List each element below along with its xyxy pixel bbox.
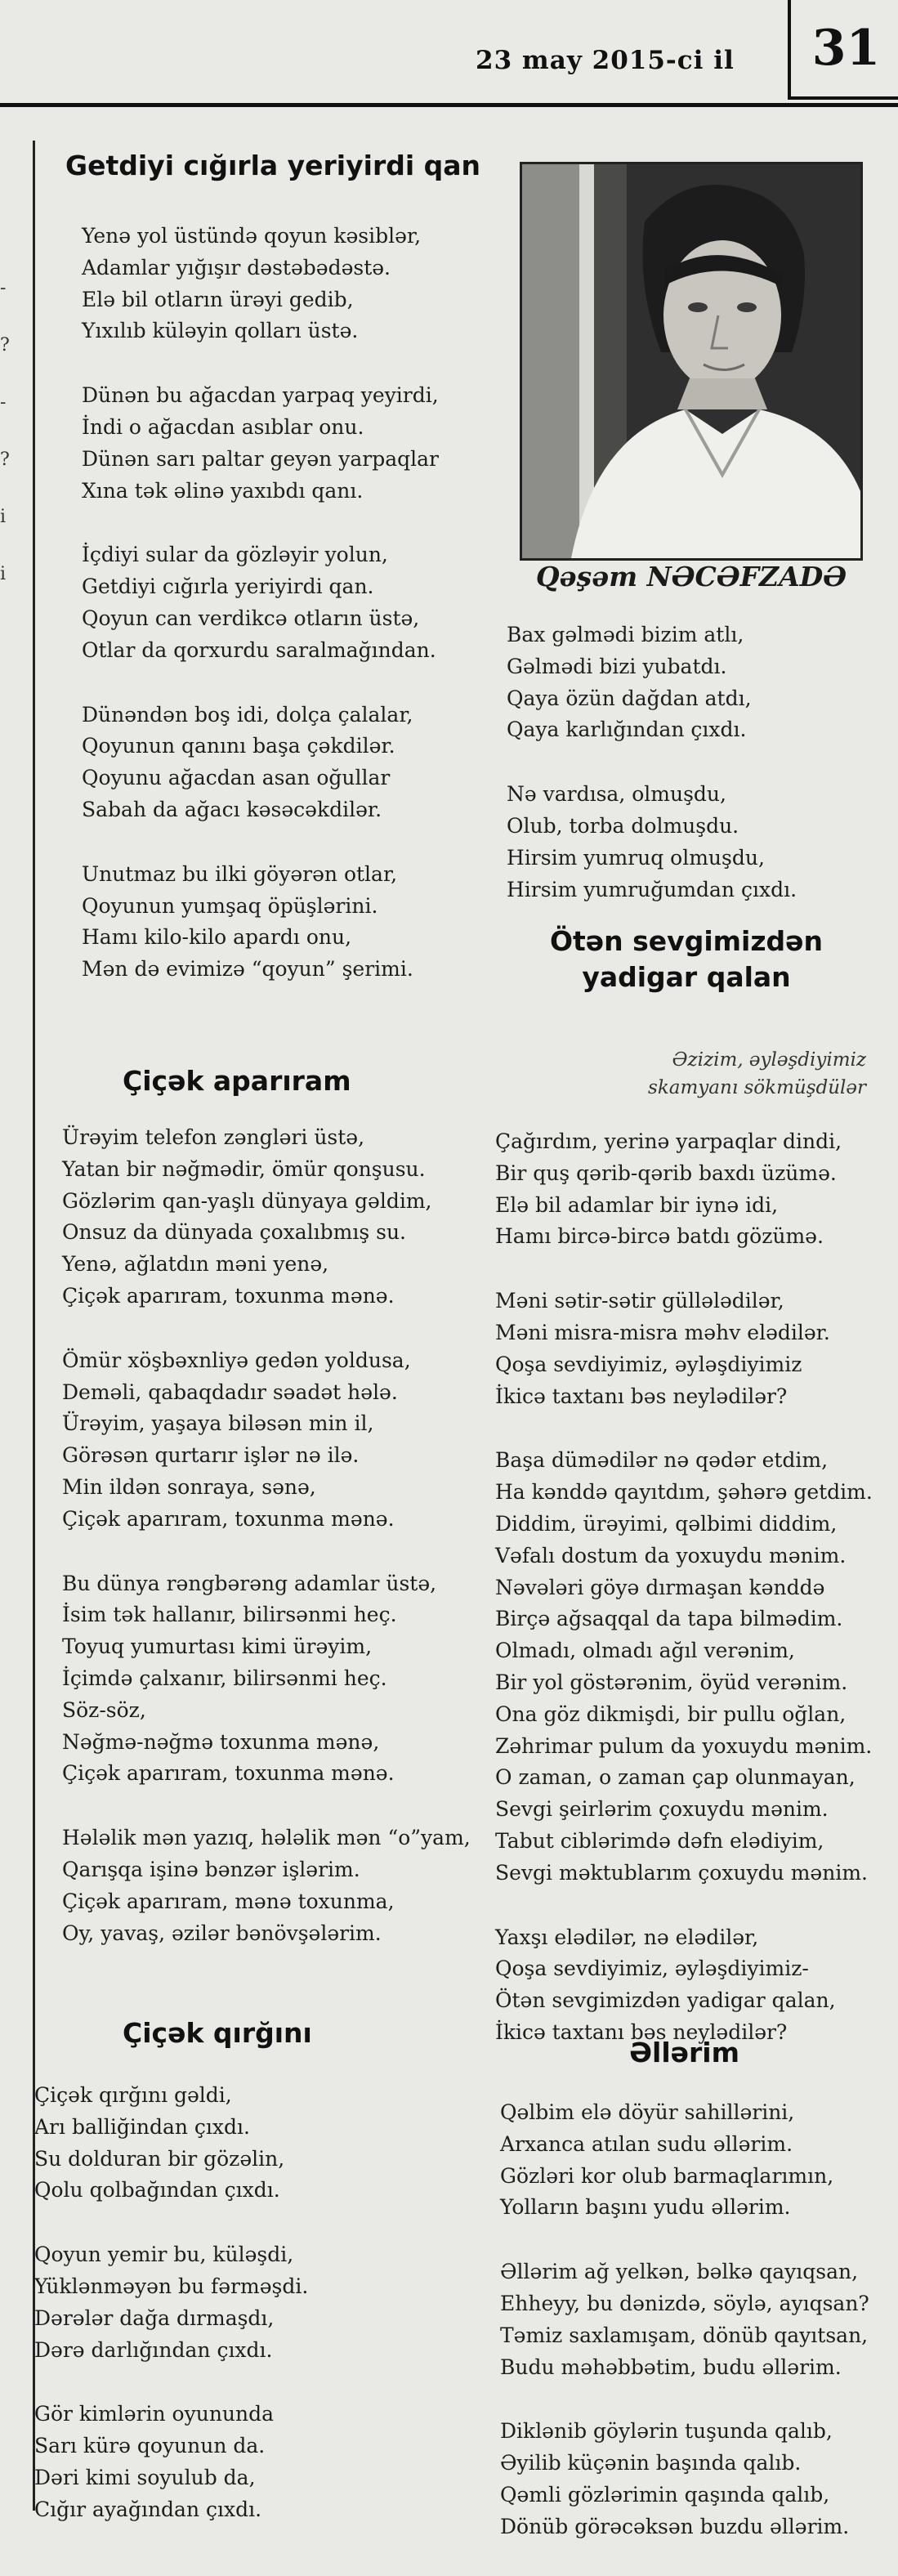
poem-line: Hamı bircə-bircə batdı gözümə. bbox=[495, 1224, 824, 1249]
poem-line: Hirsim yumruq olmuşdu, bbox=[507, 845, 765, 870]
poem-line: Su dolduran bir gözəlin, bbox=[34, 2146, 285, 2171]
poem-line: Söz-söz, bbox=[62, 1697, 146, 1722]
poem-line: Onsuz da dünyada çoxalıbmış su. bbox=[62, 1220, 406, 1245]
poem-line: Dünəndən boş idi, dolça çalalar, bbox=[82, 702, 413, 727]
poem-dedication bbox=[572, 1046, 866, 1102]
margin-mark: i bbox=[0, 507, 7, 527]
poem-line: Qarışqa işinə bənzər işlərim. bbox=[62, 1857, 360, 1881]
poem-line: Qoyunun qanını başa çəkdilər. bbox=[82, 734, 395, 758]
poem-line: Ötən sevgimizdən yadigar qalan, bbox=[495, 1988, 836, 2013]
poem-line: Çiçək aparıram, mənə toxunma, bbox=[62, 1889, 395, 1913]
poem-line: Dünən bu ağacdan yarpaq yeyirdi, bbox=[82, 383, 439, 408]
stanza bbox=[82, 539, 439, 666]
poem-title-ellerim: Əllərim bbox=[629, 2037, 739, 2068]
poem-line: Sevgi məktublarım çoxuydu mənim. bbox=[495, 1860, 868, 1885]
poem-line: Nə vardısa, olmuşdu, bbox=[507, 782, 726, 807]
poem-line: İndi o ağacdan asıblar onu. bbox=[82, 414, 364, 439]
stanza bbox=[507, 779, 797, 906]
poem-line: Qoyunun yumşaq öpüşlərini. bbox=[82, 893, 378, 918]
margin-mark: ? bbox=[0, 449, 10, 470]
author-portrait bbox=[520, 162, 863, 561]
stanza bbox=[495, 1286, 873, 1412]
poem-line: Gözlərim qan-yaşlı dünyaya gəldim, bbox=[62, 1188, 432, 1213]
stanza bbox=[82, 700, 439, 826]
poem-line: Çiçək aparıram, toxunma mənə. bbox=[62, 1283, 395, 1308]
poem-line: Qaya karlığından çıxdı. bbox=[507, 718, 747, 742]
poem-line: Məni sətir-sətir güllələdilər, bbox=[495, 1289, 784, 1313]
poem-line: Dərə darlığından çıxdı. bbox=[34, 2337, 273, 2362]
poem-line: Qoşa sevdiyimiz, əyləşdiyimiz bbox=[495, 1352, 802, 1376]
poem-line: Qolu qolbağından çıxdı. bbox=[34, 2178, 280, 2203]
stanza bbox=[62, 1568, 471, 1791]
poem-line: Qoyun can verdikcə otların üstə, bbox=[82, 606, 420, 630]
poem-line: Adamlar yığışır dəstəbədəstə. bbox=[82, 255, 391, 280]
author-name: Qəşəm NƏCƏFZADƏ bbox=[535, 561, 847, 593]
poem-line: Sarı kürə qoyunun da. bbox=[34, 2434, 266, 2458]
poem-line: Sevgi şeirlərim çoxuydu mənim. bbox=[495, 1797, 829, 1822]
margin-mark: - bbox=[0, 392, 7, 413]
poem-line: Yatan bir nəğmədir, ömür qonşusu. bbox=[62, 1156, 426, 1181]
stanza bbox=[34, 2080, 308, 2207]
poem-line: Ürəyim, yaşaya biləsən min il, bbox=[62, 1411, 374, 1436]
stanza bbox=[495, 1445, 873, 1889]
poem-line: Olmadı, olmadı ağıl verənim, bbox=[495, 1639, 795, 1663]
poem-line: Ona göz dikmişdi, bir pullu oğlan, bbox=[495, 1702, 847, 1726]
poem-line: Çiçək qırğını gəldi, bbox=[34, 2083, 232, 2107]
poem-line: Otlar da qorxurdu saralmağından. bbox=[82, 637, 436, 662]
stanza bbox=[82, 380, 439, 507]
poem-line: Yaxşı elədilər, nə elədilər, bbox=[495, 1925, 759, 1949]
poem-line: Əllərim ağ yelkən, bəlkə qayıqsan, bbox=[500, 2260, 859, 2284]
poem-line: İkicə taxtanı bəs neylədilər? bbox=[495, 1384, 788, 1408]
poem-line: Qəlbim elə döyür sahillərini, bbox=[500, 2100, 795, 2124]
poem-line: Yolların başını yudu əllərim. bbox=[500, 2195, 791, 2220]
poem-line: Dəri kimi soyulub da, bbox=[34, 2465, 256, 2489]
poem-line: Unutmaz bu ilki göyərən otlar, bbox=[82, 861, 398, 886]
poem-line: İçimdə çalxanır, bilirsənmi heç. bbox=[62, 1666, 387, 1690]
poem-line: Arı balliğindan çıxdı. bbox=[34, 2114, 250, 2139]
stanza bbox=[507, 619, 797, 746]
poem-line: Diddim, ürəyimi, qəlbimi diddim, bbox=[495, 1511, 838, 1536]
poem-title-oten-sevgimizden bbox=[490, 924, 882, 995]
poem-line: Getdiyi cığırla yeriyirdi qan. bbox=[82, 575, 374, 599]
poem-line: Tabut ciblərimdə dəfn elədiyim, bbox=[495, 1828, 824, 1853]
poem-title-line: yadigar qalan bbox=[582, 961, 791, 993]
dedication-line: Əzizim, əyləşdiyimiz bbox=[672, 1049, 866, 1071]
poem-line: Başa dümədilər nə qədər etdim, bbox=[495, 1448, 829, 1473]
poem-line: Hələlik mən yazıq, hələlik mən “o”yam, bbox=[62, 1826, 471, 1850]
poem-line: Oy, yavaş, əzilər bənövşələrim. bbox=[62, 1921, 382, 1945]
margin-mark: - bbox=[0, 278, 7, 298]
poem-line: Dərələr dağa dırmaşdı, bbox=[34, 2305, 275, 2330]
poem-title-cicek-qirgini: Çiçək qırğını bbox=[123, 2017, 312, 2049]
poem-line: Yenə yol üstündə qoyun kəsiblər, bbox=[82, 224, 422, 248]
poem-line: Bu dünya rəngbərəng adamlar üstə, bbox=[62, 1571, 437, 1595]
header-divider bbox=[0, 103, 898, 107]
poem-line: Nəvələri göyə dırmaşan kənddə bbox=[495, 1575, 825, 1599]
poem-title-getdiyi: Getdiyi cığırla yeriyirdi qan bbox=[65, 150, 481, 181]
poem-line: Ömür xöşbəxnliyə gedən yoldusa, bbox=[62, 1348, 411, 1372]
poem-line: Hirsim yumruğumdan çıxdı. bbox=[507, 877, 797, 901]
stanza bbox=[495, 1126, 873, 1253]
poem-line: Ürəyim telefon zəngləri üstə, bbox=[62, 1125, 365, 1149]
stanza bbox=[62, 1122, 471, 1313]
margin-mark: ? bbox=[0, 335, 10, 356]
stanza bbox=[500, 2416, 869, 2542]
poem-line: Ehheyy, bu dənizdə, söylə, ayıqsan? bbox=[500, 2291, 869, 2315]
poem-line: Qoşa sevdiyimiz, əyləşdiyimiz- bbox=[495, 1957, 809, 1981]
stanza bbox=[500, 2256, 869, 2383]
poem-line: Əyilib küçənin başında qalıb. bbox=[500, 2451, 802, 2475]
poem-cicek-qirgini bbox=[34, 2080, 308, 2559]
poem-line: İsim tək hallanır, bilirsənmi heç. bbox=[62, 1603, 397, 1627]
poem-line: Elə bil otların ürəyi gedib, bbox=[82, 287, 354, 311]
poem-line: İkicə taxtanı bəs neylədilər? bbox=[495, 2019, 788, 2044]
poem-line: Görəsən qurtarır işlər nə ilə. bbox=[62, 1443, 360, 1468]
poem-line: Budu məhəbbətim, budu əllərim. bbox=[500, 2355, 842, 2379]
poem-line: Qəmli gözlərimin qaşında qalıb, bbox=[500, 2482, 830, 2507]
poem-getdiyi bbox=[82, 221, 439, 1018]
poem-line: Bax gəlmədi bizim atlı, bbox=[507, 623, 744, 646]
poem-line: O zaman, o zaman çap olunmayan, bbox=[495, 1765, 856, 1790]
poem-line: Cığır ayağından çıxdı. bbox=[34, 2497, 262, 2521]
stanza bbox=[34, 2239, 308, 2366]
poem-line: Birçə ağsaqqal da tapa bilmədim. bbox=[495, 1607, 843, 1631]
poem-line: Diklənib göylərin tuşunda qalıb, bbox=[500, 2419, 833, 2444]
poem-line: Deməli, qabaqdadır səadət hələ. bbox=[62, 1380, 398, 1404]
stanza bbox=[500, 2097, 869, 2224]
poem-line: Mən də evimizə “qoyun” şerimi. bbox=[82, 957, 413, 982]
poem-line: Nəğmə-nəğmə toxunma mənə, bbox=[62, 1729, 380, 1754]
poem-title-line: Ötən sevgimizdən bbox=[549, 925, 824, 957]
portrait-photo-icon bbox=[522, 164, 860, 558]
poem-line: Olub, torba dolmuşdu. bbox=[507, 813, 739, 838]
margin-mark: i bbox=[0, 564, 7, 584]
poem-line: Gör kimlərin oyununda bbox=[34, 2402, 275, 2426]
poem-line: Yüklənməyən bu fərməşdi. bbox=[34, 2274, 309, 2298]
poem-line: Qoyun yemir bu, küləşdi, bbox=[34, 2243, 294, 2267]
poem-line: Toyuq yumurtası kimi ürəyim, bbox=[62, 1635, 373, 1659]
poem-line: İçdiyi sular da gözləyir yolun, bbox=[82, 543, 388, 567]
poem-line: Min ildən sonraya, sənə, bbox=[62, 1474, 316, 1499]
poem-cicek-apariram bbox=[62, 1122, 471, 1982]
poem-line: Dönüb görəcəksən buzdu əllərim. bbox=[500, 2514, 850, 2538]
poem-line: Məni misra-misra məhv elədilər. bbox=[495, 1320, 830, 1344]
poem-line: Ha kənddə qayıtdım, şəhərə getdim. bbox=[495, 1480, 873, 1505]
poem-line: Çiçək aparıram, toxunma mənə. bbox=[62, 1506, 395, 1531]
poem-line: Zəhrimar pulum da yoxuydu mənim. bbox=[495, 1733, 873, 1758]
poem-line: Arxanca atılan sudu əllərim. bbox=[500, 2131, 793, 2156]
stanza bbox=[495, 1922, 873, 2049]
poem-oten-sevgimizden bbox=[495, 1126, 873, 2082]
poem-line: Bir yol göstərənim, öyüd verənim. bbox=[495, 1670, 848, 1694]
left-margin-marks bbox=[0, 278, 16, 621]
poem-line: Gəlmədi bizi yubatdı. bbox=[507, 654, 727, 678]
poem-line: Elə bil adamlar bir iynə idi, bbox=[495, 1192, 779, 1217]
stanza bbox=[62, 1822, 471, 1949]
issue-date: 23 may 2015-ci il bbox=[476, 46, 735, 75]
stanza bbox=[82, 221, 439, 347]
poem-line: Qaya özün dağdan atdı, bbox=[507, 686, 752, 710]
poem-line: Qoyunu ağacdan asan oğullar bbox=[82, 766, 391, 790]
poem-line: Sabah da ağacı kəsəcəkdilər. bbox=[82, 797, 382, 821]
stanza bbox=[82, 859, 439, 986]
dedication-line: skamyanı sökmüşdülər bbox=[648, 1077, 866, 1098]
page-header bbox=[0, 0, 898, 114]
poem-line: Vəfalı dostum da yoxuydu mənim. bbox=[495, 1543, 847, 1568]
poem-line: Xına tək əlinə yaxıbdı qanı. bbox=[82, 478, 364, 503]
poem-line: Gözləri kor olub barmaqlarımın, bbox=[500, 2163, 834, 2188]
poem-line: Hamı kilo-kilo apardı onu, bbox=[82, 925, 352, 950]
poem-line: Çağırdım, yerinə yarpaqlar dindi, bbox=[495, 1129, 842, 1153]
page-number: 31 bbox=[788, 0, 898, 100]
poem-line: Dünən sarı paltar geyən yarpaqlar bbox=[82, 446, 439, 471]
poem-line: Yıxılıb küləyin qolları üstə. bbox=[82, 319, 359, 343]
poem-title-cicek-apariram: Çiçək aparıram bbox=[123, 1065, 351, 1097]
poem-line: Təmiz saxlamışam, dönüb qayıtsan, bbox=[500, 2323, 869, 2347]
stanza bbox=[62, 1345, 471, 1536]
poem-bax-gelmedi bbox=[507, 619, 797, 938]
poem-ellerim bbox=[500, 2097, 869, 2576]
stanza bbox=[34, 2399, 308, 2525]
poem-line: Bir quş qərib-qərib baxdı üzümə. bbox=[495, 1161, 837, 1185]
poem-line: Yenə, ağlatdın məni yenə, bbox=[62, 1252, 329, 1277]
poem-line: Çiçək aparıram, toxunma mənə. bbox=[62, 1761, 395, 1786]
